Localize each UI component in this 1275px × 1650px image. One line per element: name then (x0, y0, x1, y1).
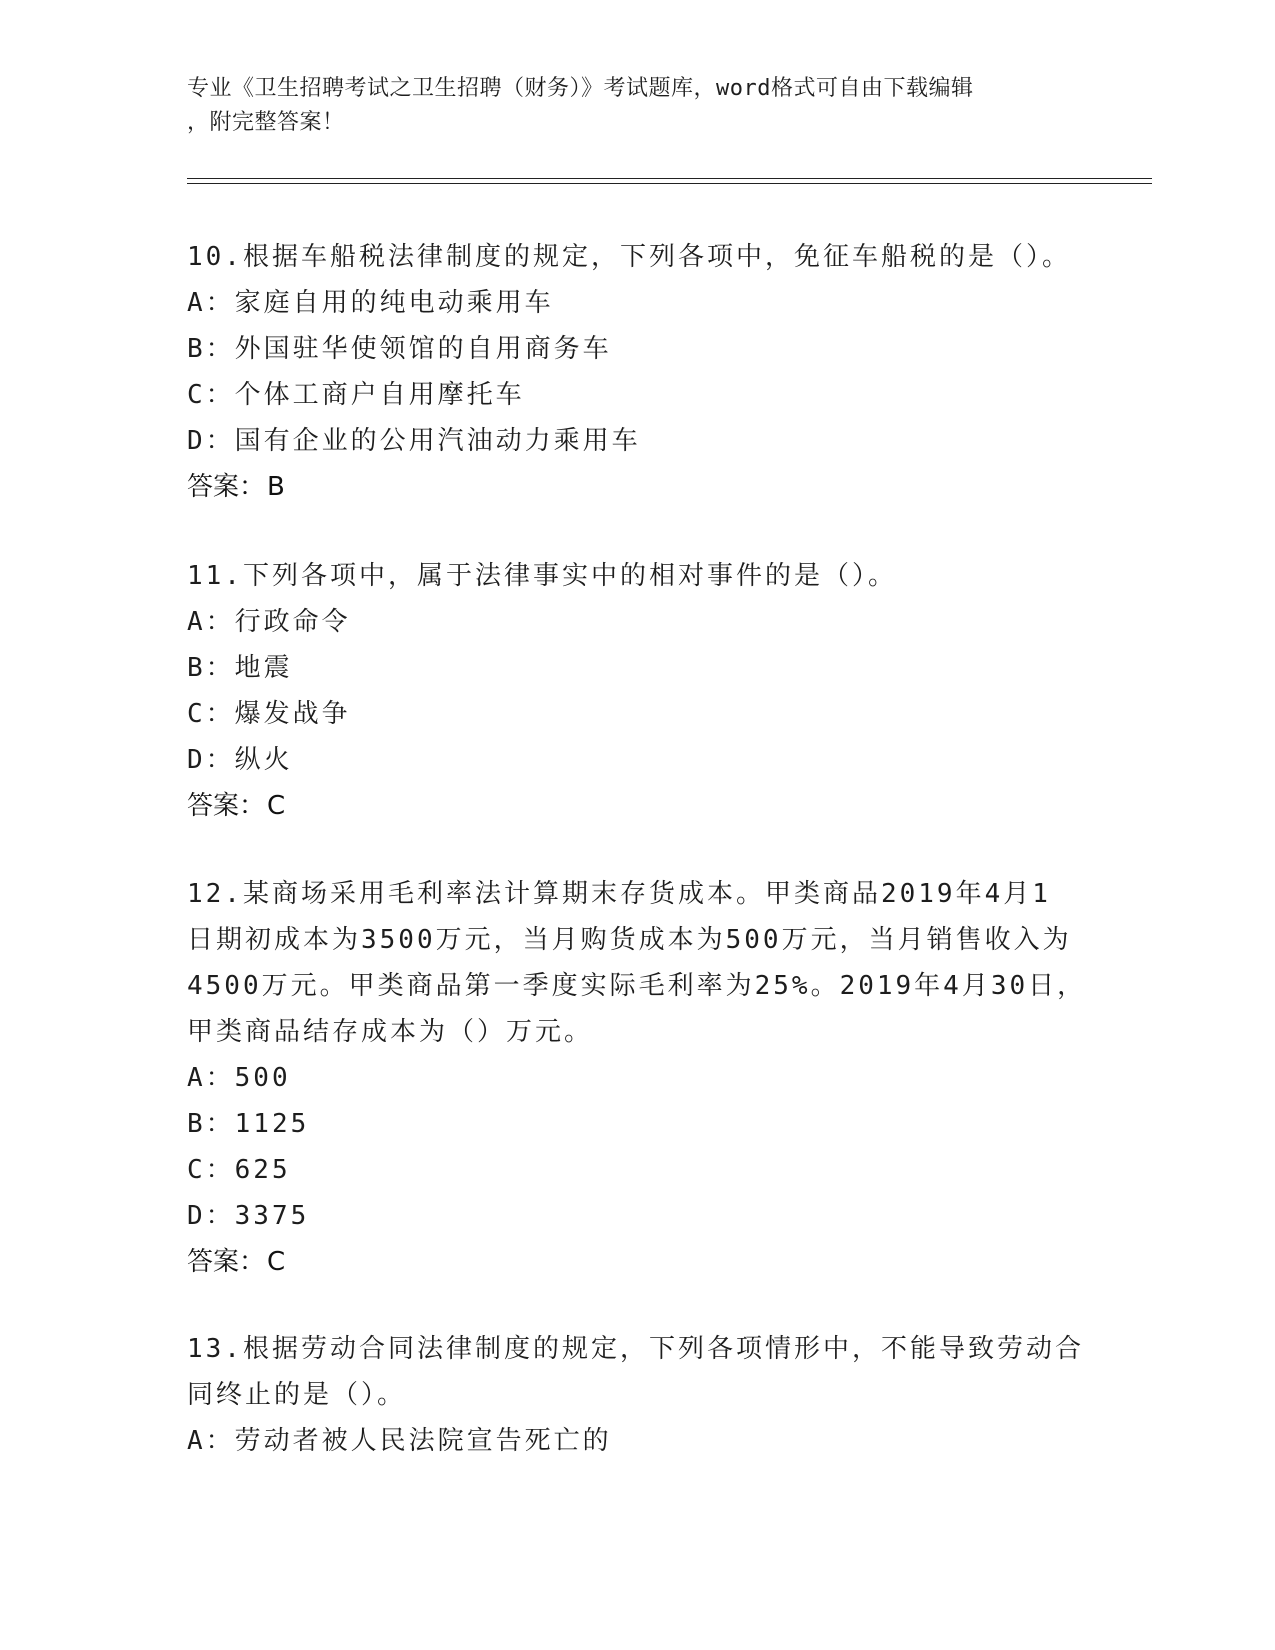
option-c: C：爆发战争 (187, 699, 351, 729)
option-b: B：1125 (187, 1109, 310, 1139)
option-a: A：家庭自用的纯电动乘用车 (187, 288, 554, 318)
header-divider-top (187, 178, 1152, 179)
answer-line (187, 783, 1087, 829)
option-a: A：劳动者被人民法院宣告死亡的 (187, 1426, 612, 1456)
option-a: A：行政命令 (187, 607, 351, 637)
question-stem-line-1: 12.某商场采用毛利率法计算期末存货成本。甲类商品2019年4月1 (187, 879, 1051, 909)
question-stem: 10.根据车船税法律制度的规定，下列各项中，免征车船税的是（）。 (187, 242, 1071, 272)
document-header (187, 72, 1067, 140)
question-stem-line-2: 日期初成本为3500万元，当月购货成本为500万元，当月销售收入为 (187, 925, 1072, 955)
header-divider-bottom (187, 183, 1152, 184)
question-stem-line-4: 甲类商品结存成本为（）万元。 (187, 1017, 594, 1047)
question-stem: 11.下列各项中，属于法律事实中的相对事件的是（）。 (187, 561, 897, 591)
question-11 (187, 553, 1087, 829)
question-13 (187, 1326, 1087, 1464)
question-12 (187, 871, 1087, 1285)
option-b: B：地震 (187, 653, 293, 683)
question-stem-line-3: 4500万元。甲类商品第一季度实际毛利率为25%。2019年4月30日， (187, 971, 1087, 1001)
answer-label: 答案： (187, 472, 266, 502)
option-c: C：625 (187, 1155, 291, 1185)
answer-label: 答案： (187, 791, 266, 821)
answer-value: B (267, 472, 285, 502)
answer-label: 答案： (187, 1247, 266, 1277)
answer-line (187, 464, 1087, 510)
option-a: A：500 (187, 1063, 291, 1093)
question-stem-line-2: 同终止的是（）。 (187, 1380, 407, 1410)
header-line-1: 专业《卫生招聘考试之卫生招聘（财务）》考试题库，word格式可自由下载编辑 (187, 76, 974, 101)
question-stem-line-1: 13.根据劳动合同法律制度的规定，下列各项情形中，不能导致劳动合 (187, 1334, 1084, 1364)
option-b: B：外国驻华使领馆的自用商务车 (187, 334, 612, 364)
answer-line (187, 1239, 1087, 1285)
option-c: C：个体工商户自用摩托车 (187, 380, 525, 410)
option-d: D：国有企业的公用汽油动力乘用车 (187, 426, 641, 456)
question-10 (187, 234, 1087, 510)
answer-value: C (267, 1247, 286, 1277)
header-line-2: ，附完整答案！ (187, 110, 345, 135)
option-d: D：3375 (187, 1201, 310, 1231)
option-d: D：纵火 (187, 745, 293, 775)
answer-value: C (267, 791, 286, 821)
